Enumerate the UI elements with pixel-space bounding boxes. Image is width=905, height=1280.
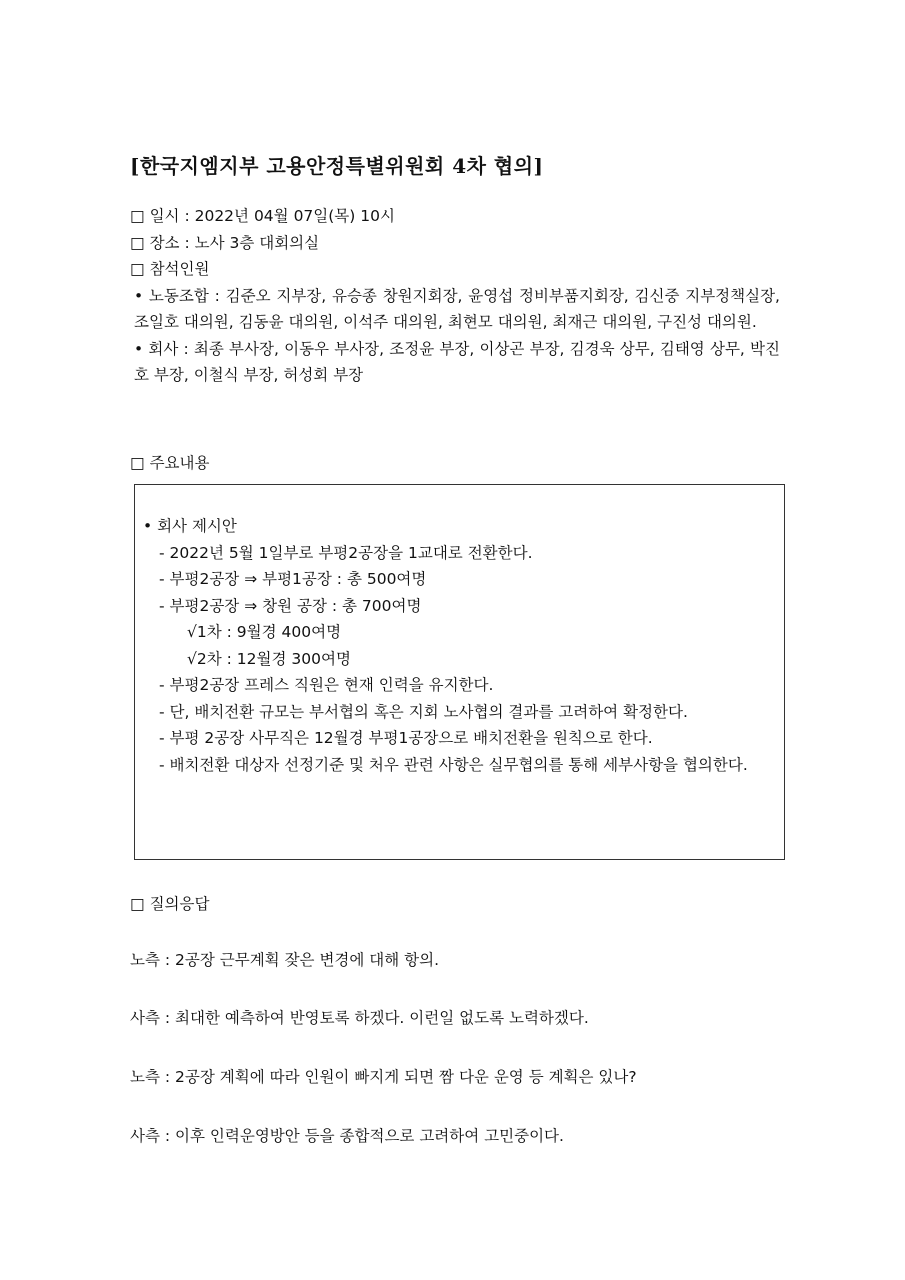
qa-heading: □ 질의응답 xyxy=(130,895,210,913)
document-title: [한국지엠지부 고용안정특별위원회 4차 협의] xyxy=(130,154,544,178)
qa-entry: 사측 : 이후 인력운영방안 등을 종합적으로 고려하여 고민중이다. xyxy=(130,1127,564,1145)
meeting-info xyxy=(130,203,780,389)
proposal-box xyxy=(134,484,785,860)
proposal-heading: • 회사 제시안 xyxy=(143,517,237,535)
proposal-item: - 단, 배치전환 규모는 부서협의 혹은 지회 노사협의 결과를 고려하여 확정한다. xyxy=(159,702,688,721)
proposal-item: - 부평 2공장 사무직은 12월경 부평1공장으로 배치전환을 원칙으로 한다. xyxy=(159,729,653,747)
proposal-item: - 부평2공장 ⇒ 부평1공장 : 총 500여명 xyxy=(159,570,427,588)
attendees-heading: □ 참석인원 xyxy=(130,260,210,278)
proposal-item: - 부평2공장 ⇒ 창원 공장 : 총 700여명 xyxy=(159,596,422,615)
attendees-union: • 노동조합 : 김준오 지부장, 유승종 창원지회장, 윤영섭 정비부품지회장, 김신중 지부정책실장, 조일호 대의원, 김동윤 대의원, 이석주 대의원, 최현모 대의원, 최재근 대의원, 구진성 대의원. xyxy=(134,286,780,331)
attendees-company: • 회사 : 최종 부사장, 이동우 부사장, 조정윤 부장, 이상곤 부장, 김경욱 상무, 김태영 상무, 박진호 부장, 이철식 부장, 허성회 부장 xyxy=(134,339,780,384)
proposal-subitem: √1차 : 9월경 400여명 xyxy=(187,623,342,641)
meeting-place: □ 장소 : 노사 3층 대회의실 xyxy=(130,233,320,252)
proposal-subitem: √2차 : 12월경 300여명 xyxy=(187,649,351,668)
qa-entry: 노측 : 2공장 근무계획 잦은 변경에 대해 항의. xyxy=(130,951,440,969)
main-content-heading: □ 주요내용 xyxy=(130,454,210,472)
qa-entry: 사측 : 최대한 예측하여 반영토록 하겠다. 이런일 없도록 노력하겠다. xyxy=(130,1009,589,1027)
proposal-item: - 배치전환 대상자 선정기준 및 처우 관련 사항은 실무협의를 통해 세부사항을 협의한다. xyxy=(159,755,748,774)
meeting-date: □ 일시 : 2022년 04월 07일(목) 10시 xyxy=(130,207,395,225)
qa-entry: 노측 : 2공장 계획에 따라 인원이 빠지게 되면 짬 다운 운영 등 계획은 있나? xyxy=(130,1068,637,1086)
proposal-item: - 2022년 5월 1일부로 부평2공장을 1교대로 전환한다. xyxy=(159,543,533,562)
proposal-item: - 부평2공장 프레스 직원은 현재 인력을 유지한다. xyxy=(159,676,494,694)
